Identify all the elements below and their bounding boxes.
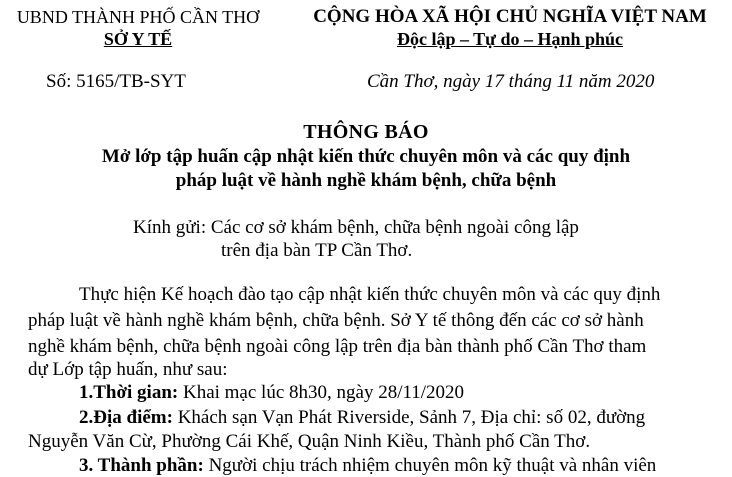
place-label: 2.Địa điểm:: [79, 407, 173, 428]
document-title: THÔNG BÁO: [303, 121, 429, 143]
time-label: 1.Thời gian:: [79, 382, 179, 403]
department-name: SỞ Y TẾ: [103, 29, 173, 49]
place-value: Khách sạn Vạn Phát Riverside, Sảnh 7, Địa chỉ: số 02, đường: [172, 407, 646, 428]
national-motto: Độc lập – Tự do – Hạnh phúc: [396, 29, 624, 49]
participants-value: Người chịu trách nhiệm chuyên môn kỹ thuật và nhân viên: [203, 455, 657, 476]
intro-line-3: nghề khám bệnh, chữa bệnh ngoài công lập trên địa bàn thành phố Cần Thơ tham: [28, 336, 647, 357]
intro-line-1: Thực hiện Kế hoạch đào tạo cập nhật kiến thức chuyên môn và các quy định: [79, 284, 661, 305]
recipient-line2: trên địa bàn TP Cần Thơ.: [221, 240, 413, 261]
participants-section: [79, 455, 656, 477]
document-subtitle-line2: pháp luật về hành nghề khám bệnh, chữa bệnh: [175, 170, 557, 191]
nation-name: CỘNG HÒA XÃ HỘI CHỦ NGHĨA VIỆT NAM: [313, 6, 707, 27]
document-subtitle-line1: Mở lớp tập huấn cập nhật kiến thức chuyên môn và các quy định: [101, 146, 631, 167]
issuing-authority: [4, 6, 272, 50]
org-name: UBND THÀNH PHỐ CẦN THƠ: [16, 7, 260, 27]
place-section: [79, 407, 645, 429]
national-header: [290, 6, 730, 50]
intro-line-4: dự Lớp tập huấn, như sau:: [28, 359, 228, 380]
time-section: [79, 382, 464, 404]
intro-line-2: pháp luật về hành nghề khám bệnh, chữa bệnh. Sở Y tế thông đến các cơ sở hành: [28, 310, 644, 331]
participants-label: 3. Thành phần:: [79, 455, 204, 476]
document-number: Số: 5165/TB-SYT: [46, 71, 186, 92]
recipient-line1: Kính gửi: Các cơ sở khám bệnh, chữa bệnh ngoài công lập: [133, 217, 579, 238]
place-and-date: Cần Thơ, ngày 17 tháng 11 năm 2020: [367, 71, 655, 92]
time-value: Khai mạc lúc 8h30, ngày 28/11/2020: [178, 382, 465, 403]
place-value-line2: Nguyễn Văn Cừ, Phường Cái Khế, Quận Ninh Kiều, Thành phố Cần Thơ.: [28, 431, 591, 452]
